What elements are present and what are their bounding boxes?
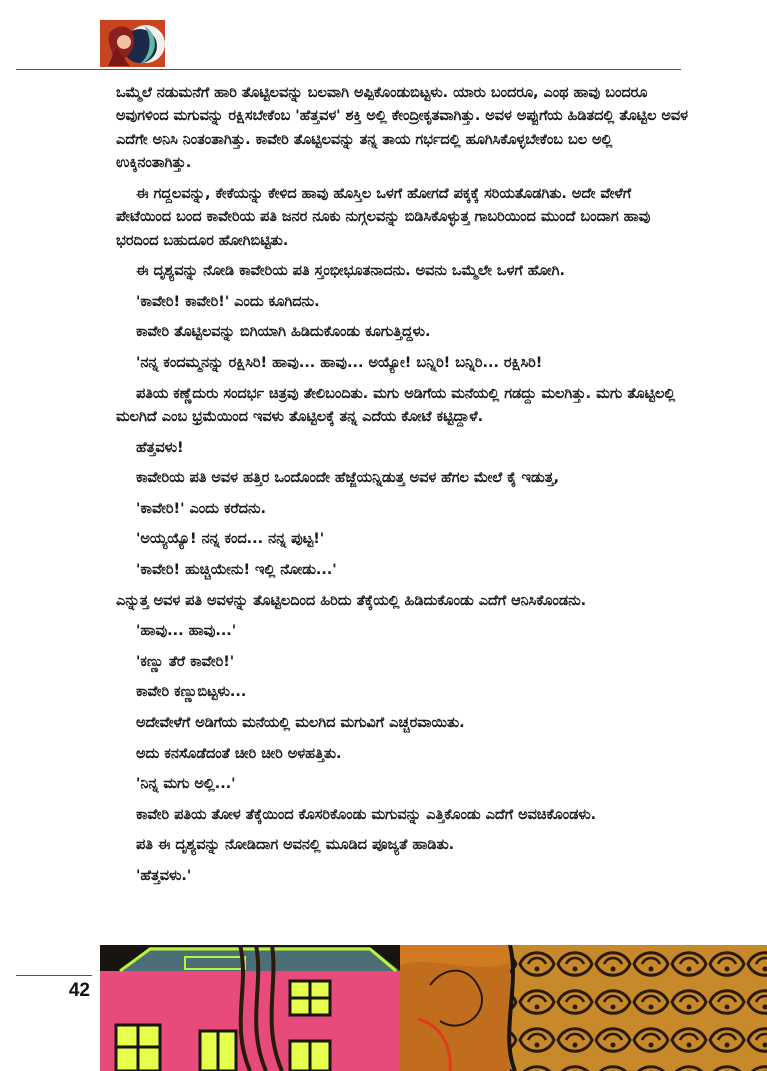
- paragraph: ಈ ದೃಶ್ಯವನ್ನು ನೋಡಿ ಕಾವೇರಿಯ ಪತಿ ಸ್ತಂಭೀಭೂತನಾದನು. ಅವನು ಒಮ್ಮೆಲೇ ಒಳಗೆ ಹೋಗಿ.: [136, 263, 565, 280]
- story-text: [116, 82, 688, 896]
- paragraph: ಹೆತ್ತವಳು!: [136, 439, 184, 456]
- header-rule: [16, 69, 681, 70]
- paragraph: ಅದು ಕನಸೊಡೆದಂತೆ ಚೀರಿ ಚೀರಿ ಅಳಹತ್ತಿತು.: [136, 745, 342, 762]
- paragraph: ಒಮ್ಮೆಲೆ ನಡುಮನೆಗೆ ಹಾರಿ ತೊಟ್ಟಿಲವನ್ನು ಬಲವಾಗಿ ಅಪ್ಪಿಕೊಂಡುಬಿಟ್ಟಳು. ಯಾರು ಬಂದರೂ, ಎಂಥ ಹಾವು ಬಂದರೂ ಅವುಗಳಿಂದ ಮಗುವನ್ನು ರಕ್ಷಿಸಬೇಕೆಂಬ 'ಹೆತ್ತವಳ' ಶಕ್ತಿ ಅಲ್ಲಿ ಕೇಂದ್ರೀಕೃತವಾಗಿತ್ತು. ಅವಳ ಅಪ್ಪುಗೆಯ ಹಿಡಿತದಲ್ಲಿ ತೊಟ್ಟಿಲ ಅವಳ ಎದೆಗೇ ಅನಿಸಿ ನಿಂತಂತಾಗಿತ್ತು. ಕಾವೇರಿ ತೊಟ್ಟಿಲವನ್ನು ತನ್ನ ತಾಯ ಗರ್ಭದಲ್ಲಿ ಹೂಗಿಸಿಕೊಳ್ಳಬೇಕೆಂಬ ಬಲ ಅಲ್ಲಿ ಉಕ್ಕಿನಂತಾಗಿತ್ತು.: [116, 85, 688, 172]
- paragraph: 'ಹೆತ್ತವಳು.': [136, 867, 192, 884]
- paragraph: 'ನನ್ನ ಕಂದಮ್ಮನನ್ನು ರಕ್ಷಿಸಿರಿ! ಹಾವು... ಹಾವು... ಅಯ್ಯೋ! ಬನ್ನಿರಿ! ಬನ್ನಿರಿ... ರಕ್ಷಿಸಿರಿ!: [136, 355, 543, 371]
- paragraph: ಕಾವೇರಿ ತೊಟ್ಟಿಲವನ್ನು ಬಿಗಿಯಾಗಿ ಹಿಡಿದುಕೊಂಡು ಕೂಗುತ್ತಿದ್ದಳು.: [136, 324, 431, 341]
- paragraph: 'ಹಾವು... ಹಾವು...': [136, 623, 237, 640]
- paragraph: ಈ ಗದ್ದಲವನ್ನು, ಕೇಕೆಯನ್ನು ಕೇಳಿದ ಹಾವು ಹೊಸ್ತಿಲ ಒಳಗೆ ಹೋಗದೆ ಪಕ್ಕಕ್ಕೆ ಸರಿಯತೊಡಗಿತು. ಅದೇ ವೇಳೆಗೆ ಪೇಟೆಯಿಂದ ಬಂದ ಕಾವೇರಿಯ ಪತಿ ಜನರ ನೂಕು ನುಗ್ಗಲವನ್ನು ಬಿಡಿಸಿಕೊಳ್ಳುತ್ತ ಗಾಬರಿಯಿಂದ ಮುಂದೆ ಬಂದಾಗ ಹಾವು ಭರದಿಂದ ಬಹುದೂರ ಹೋಗಿಬಿಟ್ಟಿತು.: [116, 185, 651, 249]
- paragraph: 'ಕಾವೇರಿ! ಹುಚ್ಚಿಯೇನು! ಇಲ್ಲಿ ನೋಡು...': [136, 561, 337, 578]
- footer-illustration: [100, 945, 767, 1071]
- footer-rule: [16, 975, 92, 976]
- paragraph: ಅದೇವೇಳೆಗೆ ಅಡಿಗೆಯ ಮನೆಯಲ್ಲಿ ಮಲಗಿದ ಮಗುವಿಗೆ ಎಚ್ಚರವಾಯಿತು.: [136, 714, 465, 731]
- paragraph: ಕಾವೇರಿ ಕಣ್ಣುಬಿಟ್ಟಳು...: [136, 684, 247, 701]
- paragraph: ಪತಿಯ ಕಣ್ಣೆದುರು ಸಂದರ್ಭ ಚಿತ್ರವು ತೇಲಿಬಂದಿತು. ಮಗು ಅಡಿಗೆಯ ಮನೆಯಲ್ಲಿ ಗಡದ್ದು ಮಲಗಿತ್ತು. ಮಗು ತೊಟ್ಟಿಲಲ್ಲಿ ಮಲಗಿದೆ ಎಂಬ ಭ್ರಮೆಯಿಂದ ಇವಳು ತೊಟ್ಟಿಲಕ್ಕೆ ತನ್ನ ಎದೆಯ ಕೋಟೆ ಕಟ್ಟಿದ್ದಾಳೆ.: [116, 385, 676, 425]
- paragraph: ಎನ್ನುತ್ತ ಅವಳ ಪತಿ ಅವಳನ್ನು ತೊಟ್ಟಿಲದಿಂದ ಹಿರಿದು ತೆಕ್ಕೆಯಲ್ಲಿ ಹಿಡಿದುಕೊಂಡು ಎದೆಗೆ ಆನಿಸಿಕೊಂಡನು.: [116, 592, 587, 609]
- header-illustration: [100, 20, 165, 67]
- paragraph: 'ನಿನ್ನ ಮಗು ಅಲ್ಲಿ...': [136, 776, 236, 793]
- paragraph: ಕಾವೇರಿ ಪತಿಯ ತೋಳ ತೆಕ್ಕೆಯಿಂದ ಕೊಸರಿಕೊಂಡು ಮಗುವನ್ನು ಎತ್ತಿಕೊಂಡು ಎದೆಗೆ ಅವಚಿಕೊಂಡಳು.: [136, 806, 597, 823]
- paragraph: 'ಅಯ್ಯಯ್ಯೊ! ನನ್ನ ಕಂದ... ನನ್ನ ಪುಟ್ಟ!': [136, 531, 325, 548]
- paragraph: 'ಕಾವೇರಿ!' ಎಂದು ಕರೆದನು.: [136, 500, 266, 517]
- paragraph: ಕಾವೇರಿಯ ಪತಿ ಅವಳ ಹತ್ತಿರ ಒಂದೊಂದೇ ಹೆಜ್ಜೆಯನ್ನಿಡುತ್ತ ಅವಳ ಹೆಗಲ ಮೇಲೆ ಕೈ ಇಡುತ್ತ,: [136, 470, 560, 487]
- paragraph: ಪತಿ ಈ ದೃಶ್ಯವನ್ನು ನೋಡಿದಾಗ ಅವನಲ್ಲಿ ಮೂಡಿದ ಪೂಜ್ಯತೆ ಹಾಡಿತು.: [136, 837, 455, 854]
- page-number: 42: [68, 980, 90, 1001]
- paragraph: 'ಕಣ್ಣು ತೆರೆ ಕಾವೇರಿ!': [136, 653, 235, 670]
- paragraph: 'ಕಾವೇರಿ! ಕಾವೇರಿ!' ಎಂದು ಕೂಗಿದನು.: [136, 293, 320, 310]
